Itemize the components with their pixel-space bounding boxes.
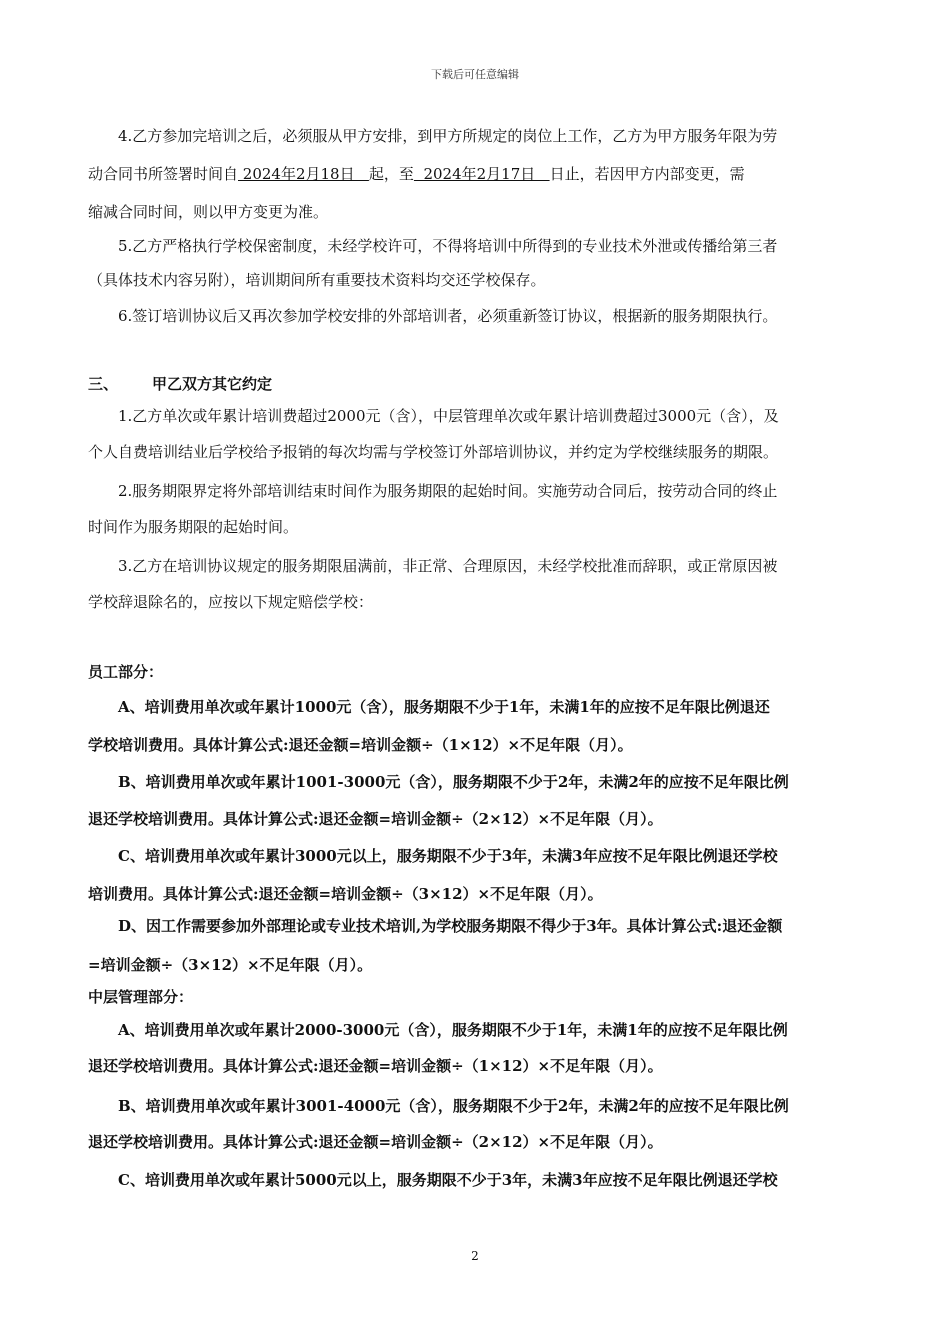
mid-a-line-1: A、培训费用单次或年累计2000-3000元（含），服务期限不少于1年，未满1年的应按不足年限比例 [118,1021,788,1039]
clause-4-line-1: 4.乙方参加完培训之后，必须服从甲方安排，到甲方所规定的岗位上工作，乙方为甲方服务年限为劳 [118,127,778,145]
mid-b-line-1: B、培训费用单次或年累计3001-4000元（含），服务期限不少于2年，未满2年的应按不足年限比例 [118,1097,789,1115]
staff-a-line-1: A、培训费用单次或年累计1000元（含），服务期限不少于1年，未满1年的应按不足年限比例退还 [118,698,770,716]
page-number: 2 [471,1249,479,1263]
page-header: 下载后可任意编辑 [431,68,519,81]
staff-c-line-2: 培训费用。具体计算公式:退还金额=培训金额÷（3×12）×不足年限（月）。 [88,885,603,903]
clause-6-line-1: 6.签订培训协议后又再次参加学校安排的外部培训者，必须重新签订协议，根据新的服务期限执行。 [118,307,778,325]
staff-b-line-1: B、培训费用单次或年累计1001-3000元（含），服务期限不少于2年，未满2年的应按不足年限比例 [118,773,789,791]
staff-b-line-2: 退还学校培训费用。具体计算公式:退还金额=培训金额÷（2×12）×不足年限（月）。 [88,810,663,828]
mid-heading: 中层管理部分： [88,988,194,1006]
item-1-line-2: 个人自费培训结业后学校给予报销的每次均需与学校签订外部培训协议，并约定为学校继续服务的期限。 [88,443,779,461]
staff-a-line-2: 学校培训费用。具体计算公式:退还金额=培训金额÷（1×12）×不足年限（月）。 [88,736,633,754]
clause-5-line-2: （具体技术内容另附），培训期间所有重要技术资料均交还学校保存。 [88,271,546,289]
item-3-line-2: 学校辞退除名的，应按以下规定赔偿学校： [88,593,374,611]
staff-heading: 员工部分： [88,663,164,681]
start-date-field: 2024年2月18日 [238,165,369,183]
staff-d-line-2: =培训金额÷（3×12）×不足年限（月）。 [88,956,373,974]
staff-c-line-1: C、培训费用单次或年累计3000元以上，服务期限不少于3年，未满3年应按不足年限比例退还学校 [118,847,778,865]
clause-4-line-3: 缩减合同时间，则以甲方变更为准。 [88,203,329,221]
item-1-line-1: 1.乙方单次或年累计培训费超过2000元（含），中层管理单次或年累计培训费超过3000元（含），及 [118,407,779,425]
item-2-line-1: 2.服务期限界定将外部培训结束时间作为服务期限的起始时间。实施劳动合同后，按劳动合同的终止 [118,482,778,500]
clause-4-text: 动合同书所签署时间自 [88,165,239,183]
mid-b-line-2: 退还学校培训费用。具体计算公式:退还金额=培训金额÷（2×12）×不足年限（月）。 [88,1133,663,1151]
clause-4-line-2 [88,164,745,184]
section-3-title: 甲乙双方其它约定 [152,375,273,393]
clause-4-text: 起，至 [368,165,414,183]
mid-c-line-1: C、培训费用单次或年累计5000元以上，服务期限不少于3年，未满3年应按不足年限比例退还学校 [118,1171,778,1189]
end-date-field: 2024年2月17日 [413,165,550,183]
item-3-line-1: 3.乙方在培训协议规定的服务期限届满前，非正常、合理原因，未经学校批准而辞职，或正常原因被 [118,557,778,575]
staff-d-line-1: D、因工作需要参加外部理论或专业技术培训,为学校服务期限不得少于3年。具体计算公式:退还金额 [118,917,783,935]
item-2-line-2: 时间作为服务期限的起始时间。 [88,518,299,536]
section-3-number: 三、 [88,375,119,393]
clause-4-text: 日止，若因甲方内部变更，需 [549,165,745,183]
clause-5-line-1: 5.乙方严格执行学校保密制度，未经学校许可，不得将培训中所得到的专业技术外泄或传播给第三者 [118,237,778,255]
mid-a-line-2: 退还学校培训费用。具体计算公式:退还金额=培训金额÷（1×12）×不足年限（月）。 [88,1057,663,1075]
